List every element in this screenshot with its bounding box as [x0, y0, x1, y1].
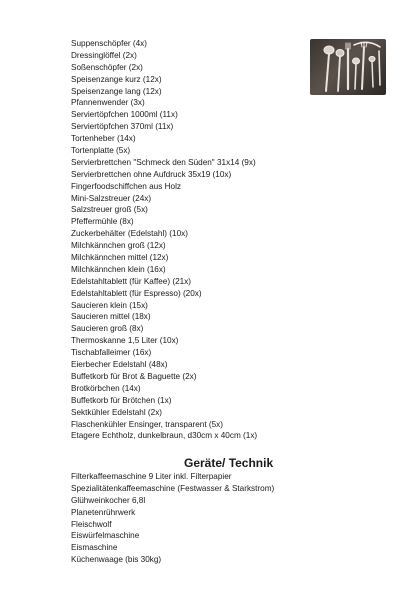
technik-item: Fleischwolf [71, 519, 112, 529]
list-item: Sektkühler Edelstahl (2x) [71, 407, 163, 417]
list-item: Pfeffermühle (8x) [71, 217, 134, 227]
list-item: Saucieren mittel (18x) [71, 312, 151, 322]
list-item: Suppenschöpfer (4x) [71, 39, 148, 48]
list-item: Brotkörbchen (14x) [71, 383, 141, 393]
list-item: Eierbecher Edelstahl (48x) [71, 360, 168, 370]
list-item: Speisenzange kurz (12x) [71, 74, 162, 84]
list-item: Zuckerbehälter (Edelstahl) (10x) [71, 229, 188, 239]
list-item: Tischabfalleimer (16x) [71, 348, 152, 358]
list-item: Flaschenkühler Ensinger, transparent (5x) [71, 419, 223, 429]
list-item: Edelstahltablett (für Espresso) (20x) [71, 288, 202, 298]
list-item: Buffetkorb für Brötchen (1x) [71, 395, 172, 405]
list-item: Tortenheber (14x) [71, 134, 136, 144]
list-item: Serviertöpfchen 1000ml (11x) [71, 110, 178, 120]
list-item: Thermoskanne 1,5 Liter (10x) [71, 336, 179, 346]
technik-item: Filterkaffeemaschine 9 Liter inkl. Filterpapier [71, 472, 232, 481]
cutlery-photo [310, 39, 386, 95]
technik-item: Eismaschine [71, 543, 118, 553]
list-item: Saucieren klein (15x) [71, 300, 148, 310]
list-item: Mini-Salzstreuer (24x) [71, 193, 152, 203]
list-item: Etagere Echtholz, dunkelbraun, d30cm x 40cm (1x) [71, 431, 258, 441]
section-heading: Geräte/ Technik [184, 456, 274, 470]
list-item: Servierbrettchen ohne Aufdruck 35x19 (10x) [71, 169, 232, 179]
list-item: Milchkännchen groß (12x) [71, 241, 166, 251]
list-item: Speisenzange lang (12x) [71, 86, 162, 96]
list-item: Tortenplatte (5x) [71, 146, 131, 156]
technik-item: Planetenrührwerk [71, 507, 136, 517]
technik-list [71, 471, 274, 566]
list-item: Saucieren groß (8x) [71, 324, 144, 334]
utensils-icon [310, 39, 386, 95]
list-item: Fingerfoodschiffchen aus Holz [71, 181, 181, 191]
list-item: Soßenschöpfer (2x) [71, 62, 143, 72]
list-item: Milchkännchen klein (16x) [71, 264, 166, 274]
list-item: Servierbrettchen "Schmeck den Süden" 31x14 (9x) [71, 157, 256, 167]
technik-item: Küchenwaage (bis 30kg) [71, 555, 162, 565]
technik-item: Spezialitätenkaffeemaschine (Festwasser & Starkstrom) [71, 483, 275, 493]
technik-item: Glühweinkocher 6,8l [71, 495, 146, 505]
list-item: Milchkännchen mittel (12x) [71, 253, 169, 263]
list-item: Edelstahltablett (für Kaffee) (21x) [71, 276, 191, 286]
list-item: Serviertöpfchen 370ml (11x) [71, 122, 174, 132]
technik-item: Eiswürfelmaschine [71, 531, 140, 541]
list-item: Dressinglöffel (2x) [71, 50, 137, 60]
equipment-list [71, 38, 257, 442]
list-item: Salzstreuer groß (5x) [71, 205, 148, 215]
list-item: Buffetkorb für Brot & Baguette (2x) [71, 371, 197, 381]
list-item: Pfannenwender (3x) [71, 98, 145, 108]
